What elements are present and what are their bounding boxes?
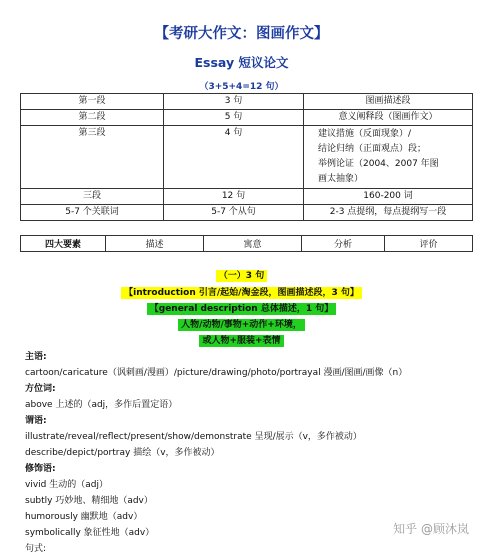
table-cell: 意义阐释段（图画作文） [304, 110, 473, 126]
sentence-pattern-label: 句式: [25, 544, 47, 554]
locative-text: above 上述的（adj，多作后置定语） [25, 400, 178, 410]
page-title: 【考研大作文：图画作文】 [154, 26, 329, 42]
predicate-text: illustrate/reveal/reflect/present/show/demonstrate 呈现/展示（v，多作被动） [25, 432, 362, 442]
table-cell: 三段 [21, 189, 164, 205]
predicate-text: describe/depict/portray 描绘（v，多作被动） [25, 448, 220, 458]
cell-line: 画太抽象） [318, 174, 364, 184]
modifier-text: subtly 巧妙地、精细地（adv） [25, 496, 153, 506]
section-heading: （一）3 句 [0, 268, 483, 281]
table-cell: 5 句 [164, 110, 304, 126]
cell-line: 举例论证（2004、2007 年图 [318, 159, 439, 169]
intro-highlight: 【introduction 引言/起始/淘金段，图画描述段，3 句】 [0, 285, 483, 298]
table-row [21, 236, 473, 252]
watermark: 知乎 @顾沐岚 [393, 522, 469, 536]
table-cell-multiline [304, 126, 473, 189]
table-row [21, 126, 473, 189]
modifier-text: symbolically 象征性地（adv） [25, 528, 155, 538]
table-cell: 5-7 个从句 [164, 205, 304, 221]
formula-line-1: 人物/动物/事物+动作+环境， [0, 317, 483, 330]
table-cell: 图画描述段 [304, 94, 473, 110]
table-cell: 评价 [385, 236, 473, 252]
page-subtitle: Essay 短议论文 [194, 55, 289, 70]
table-cell: 第一段 [21, 94, 164, 110]
table-cell: 描述 [106, 236, 204, 252]
table-cell: 3 句 [164, 94, 304, 110]
sentence-formula: （3+5+4=12 句） [199, 82, 284, 92]
table-cell: 4 句 [164, 126, 304, 189]
formula-line-2: 或人物+服装+表情 [0, 333, 483, 346]
table-row [21, 205, 473, 221]
table-cell: 寓意 [204, 236, 302, 252]
table-cell: 第三段 [21, 126, 164, 189]
subject-text: cartoon/caricature（讽刺画/漫画）/picture/drawing/photo/portrayal 漫画/图画/画像（n） [25, 368, 408, 378]
table-cell: 5-7 个关联词 [21, 205, 164, 221]
modifier-text: humorously 幽默地（adv） [25, 512, 143, 522]
table-row [21, 110, 473, 126]
modifier-label: 修饰语: [25, 464, 56, 474]
table-row [21, 94, 473, 110]
vocabulary-notes [25, 349, 407, 557]
table-cell: 160-200 词 [304, 189, 473, 205]
modifier-text: vivid 生动的（adj） [25, 480, 108, 490]
locative-label: 方位词: [25, 384, 56, 394]
four-elements-table [20, 235, 473, 252]
table-cell: 2-3 点提纲，每点提纲写一段 [304, 205, 473, 221]
table-cell: 四大要素 [21, 236, 106, 252]
table-row [21, 189, 473, 205]
table-cell: 第二段 [21, 110, 164, 126]
cell-line: 建议措施（反面现象）/ [318, 129, 412, 139]
table-cell: 分析 [302, 236, 385, 252]
table-cell: 12 句 [164, 189, 304, 205]
cell-line: 结论归纳（正面观点）段； [318, 144, 427, 154]
structure-table [20, 93, 473, 221]
subject-label: 主语: [25, 352, 47, 362]
predicate-label: 谓语: [25, 416, 47, 426]
general-highlight: 【general description 总体描述，1 句】 [0, 301, 483, 314]
